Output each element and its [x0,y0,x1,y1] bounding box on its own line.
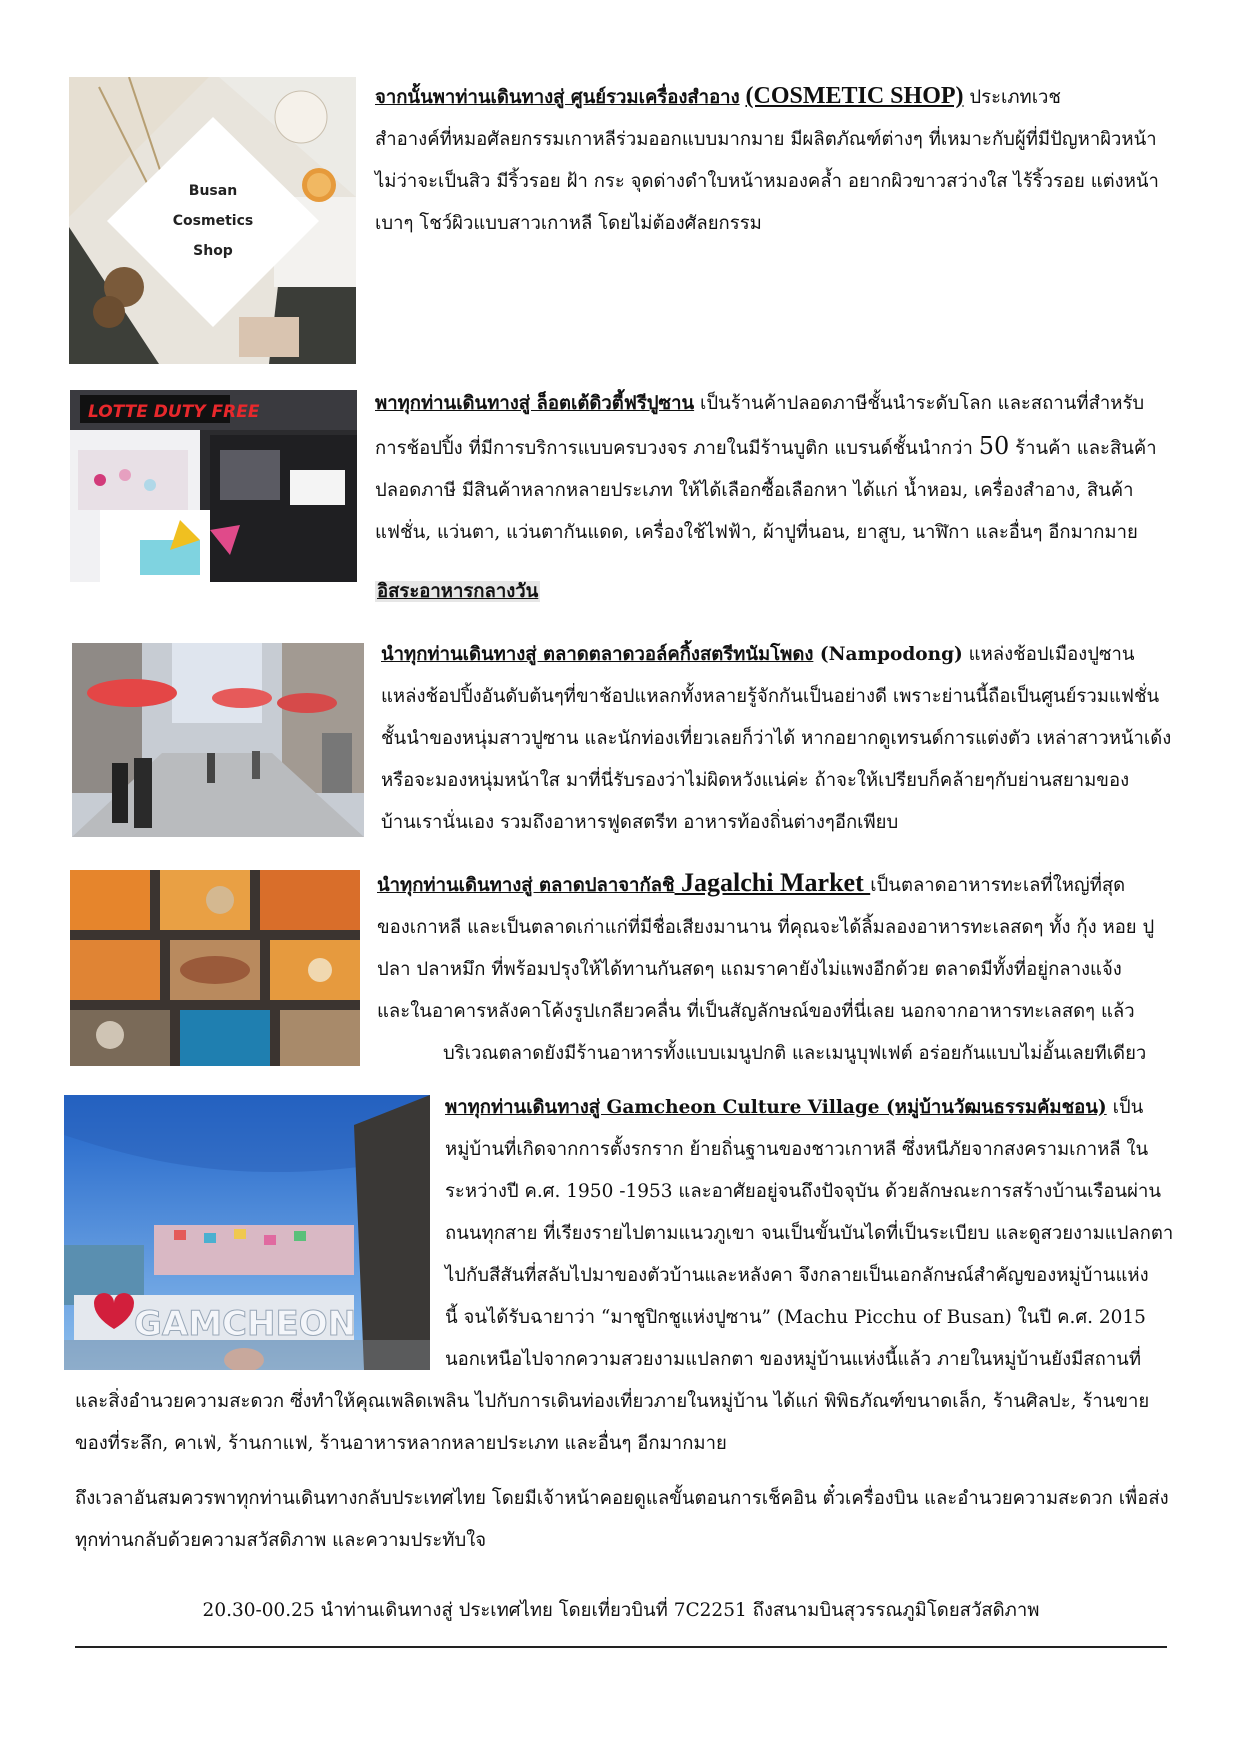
flight-info: 20.30-00.25 นำท่านเดินทางสู่ ประเทศไทย โดยเที่ยวบินที่ 7C2251 ถึงสนามบินสุวรรณภูมิโดยสวัสดิภาพ [202,1600,1040,1621]
jagalchi-title: นำทุกท่านเดินทางสู่ ตลาดปลาจากัลชิ [377,875,675,896]
img-label-shop: Shop [193,243,233,259]
cosmetics-title-en: (COSMETIC SHOP) [745,83,964,109]
gamcheon-title: พาทุกท่านเดินทางสู่ Gamcheon Culture Village (หมู่บ้านวัฒนธรรมคัมชอน) [445,1097,1107,1118]
section-gamcheon-cont: และสิ่งอำนวยความสะดวก ซึ่งทำให้คุณเพลิดเพลิน ไปกับการเดินท่องเที่ยวภายในหมู่บ้าน ได้แก่ พิพิธภัณฑ์ขนาดเล็ก, ร้านศิลปะ, ร้านขาย ของที่ระลึก, คาเฟ่, ร้านกาแฟ, ร้านอาหารหลากหลายประเภท และอื่นๆ อีกมากมาย [75,1391,1150,1454]
jagalchi-market-image [70,870,360,1066]
cosmetics-title: จากนั้นพาท่านเดินทางสู่ ศูนย์รวมเครื่องสำอาง [375,87,740,108]
section-gamcheon: พาทุกท่านเดินทางสู่ Gamcheon Culture Village (หมู่บ้านวัฒนธรรมคัมชอน) เป็น หมู่บ้านที่เกิดจากการตั้งรกราก ย้ายถิ่นฐานของชาวเกาหลี ซึ่งหนีภัยจากสงครามเกาหลี ใน ระหว่างปี ค.ศ. 1950 -1953 และอาศัยอยู่จนถึงปัจจุบัน ด้วยลักษณะการสร้างบ้านเรือนผ่าน ถนนทุกสาย ที่เรียงรายไปตามแนวภูเขา จนเป็นขั้นบันไดที่เป็นระเบียบ และดูสวยงามแปลกตา ไปกับสีสันที่สลับไปมาของตัวบ้านและหลังคา จึงกลายเป็นเอกลักษณ์สำคัญของหมู่บ้านแห่ง นี้ จนได้รับฉายาว่า “มาชูปิกชูแห่งปูซาน” (Machu Picchu of Busan) ในปี ค.ศ. 2015 นอกเหนือไปจากความสวยงามแปลกตา ของหมู่บ้านแห่งนี้แล้ว ภายในหมู่บ้านยังมีสถานที่ [445,1097,1174,1370]
gamcheon-village-image [64,1095,430,1370]
section-jagalchi: นำทุกท่านเดินทางสู่ ตลาดปลาจากัลชิ Jagalchi Market เป็นตลาดอาหารทะเลที่ใหญ่ที่สุด ของเกาหลี และเป็นตลาดเก่าแก่ที่มีชื่อเสียงมานาน ที่คุณจะได้ลิ้มลองอาหารทะเลสดๆ ทั้ง กุ้ง หอย ปู ปลา ปลาหมึก ที่พร้อมปรุงให้ได้ทานกันสดๆ แถมราคายังไม่แพงอีกด้วย ตลาดมีทั้งที่อยู่กลางแจ้ง และในอาคารหลังคาโค้งรูปเกลียวคลื่น ที่เป็นสัญลักษณ์ของที่นี่เลย นอกจากอาหารทะเลสดๆ แล้ว บริเวณตลาดยังมีร้านอาหารทั้งแบบเมนูปกติ และเมนูบุฟเฟต์ อร่อยกันแบบไม่อั้นเลยทีเดียว [377,868,1155,1064]
nampodong-street-image [72,643,364,837]
cosmetics-shop-image [69,77,356,364]
section-cosmetics: จากนั้นพาท่านเดินทางสู่ ศูนย์รวมเครื่องสำอาง (COSMETIC SHOP) ประเภทเวช สำอางค์ที่หมอศัลยกรรมเกาหลีร่วมออกแบบมากมาย มีผลิตภัณฑ์ต่างๆ ที่เหมาะกับผู้ที่มีปัญหาผิวหน้า ไม่ว่าจะเป็นสิว มีริ้วรอย ฝ้า กระ จุดด่างดำใบหน้าหมองคล้ำ อยากผิวขาวสว่างใส ไร้ริ้วรอย แต่งหน้า เบาๆ โชว์ผิวแบบสาวเกาหลี โดยไม่ต้องศัลยกรรม [375,83,1159,234]
img-label-busan: Busan [188,183,238,199]
lunch-heading: อิสระอาหารกลางวัน [377,581,539,602]
lotte-title: พาทุกท่านเดินทางสู่ ล็อตเต้ดิวตี้ฟรีปูซาน [375,393,695,414]
img-label-cosmetics: Cosmetics [172,213,254,229]
lotte-duty-free-image [70,390,357,582]
lotte-sign: LOTTE DUTY FREE [88,402,260,422]
section-return: ถึงเวลาอันสมควรพาทุกท่านเดินทางกลับประเทศไทย โดยมีเจ้าหน้าคอยดูแลขั้นตอนการเช็คอิน ตั๋วเครื่องบิน และอำนวยความสะดวก เพื่อส่ง ทุกท่านกลับด้วยความสวัสดิภาพ และความประทับใจ [75,1488,1169,1551]
divider-line [75,1646,1167,1648]
nampodong-title: นำทุกท่านเดินทางสู่ ตลาดตลาดวอล์คกิ้งสตรีทนัมโพดง [381,644,814,665]
section-nampodong: นำทุกท่านเดินทางสู่ ตลาดตลาดวอล์คกิ้งสตรีทนัมโพดง (Nampodong) แหล่งช้อปเมืองปูซาน แหล่งช้อปปิ้งอันดับต้นๆที่ขาช้อปแหลกทั้งหลายรู้จักกันเป็นอย่างดี เพราะย่านนี้ถือเป็นศูนย์รวมแฟชั่น ชั้นนำของหนุ่มสาวปูซาน และนักท่องเที่ยวเลยก็ว่าได้ หากอยากดูเทรนด์การแต่งตัว เหล่าสาวหน้าเด้ง หรือจะมองหนุ่มหน้าใส มาที่นี่รับรองว่าไม่ผิดหวังแน่ค่ะ ถ้าจะให้เปรียบก็คล้ายๆกับย่านสยามของ บ้านเรานั่นเอง รวมถึงอาหารฟูดสตรีท อาหารท้องถิ่นต่างๆอีกเพียบ [381,644,1172,833]
section-lotte: พาทุกท่านเดินทางสู่ ล็อตเต้ดิวตี้ฟรีปูซาน เป็นร้านค้าปลอดภาษีชั้นนำระดับโลก และสถานที่สำหรับ การช้อปปิ้ง ที่มีการบริการแบบครบวงจร ภายในมีร้านบูติก แบรนด์ชั้นนำกว่า 50 ร้านค้า และสินค้า ปลอดภาษี มีสินค้าหลากหลายประเภท ให้ได้เลือกซื้อเลือกหา ได้แก่ น้ำหอม, เครื่องสำอาง, สินค้า แฟชั่น, แว่นตา, แว่นตากันแดด, เครื่องใช้ไฟฟ้า, ผ้าปูที่นอน, ยาสูบ, นาฬิกา และอื่นๆ อีกมากมาย [375,393,1157,543]
jagalchi-title-en: Jagalchi Market [674,868,871,897]
gamcheon-sign: GAMCHEON [134,1304,357,1344]
